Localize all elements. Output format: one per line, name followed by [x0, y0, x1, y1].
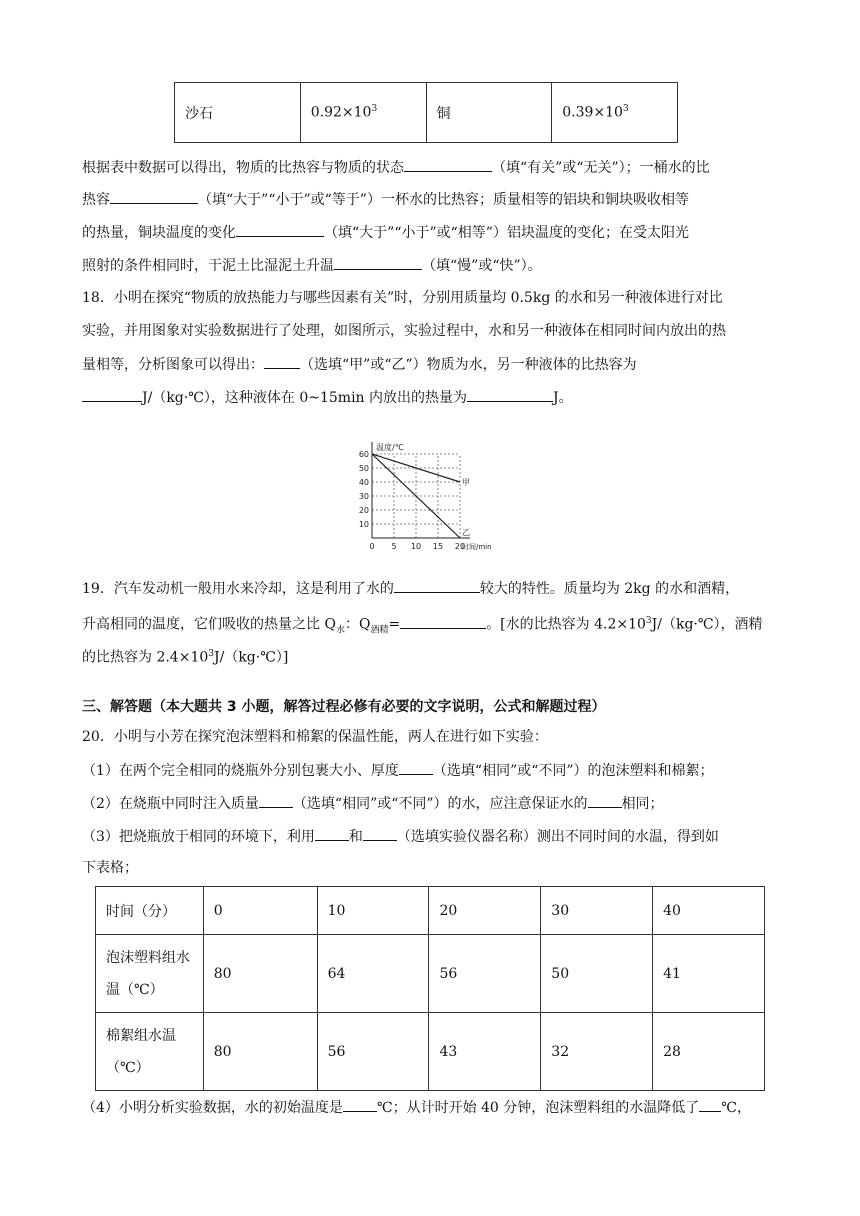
x-tick-label: 0	[369, 542, 375, 551]
section-title: 三、解答题（本大题共 3 小题，解答过程必修有必要的文字说明，公式和解题过程）	[82, 699, 606, 715]
table-cell: 40	[653, 887, 765, 935]
water-temperature-table	[95, 886, 765, 1091]
answer-blank[interactable]	[236, 222, 324, 237]
answer-blank[interactable]	[334, 255, 422, 270]
table-cell: 10	[317, 887, 429, 935]
y-axis-label: 温度/℃	[376, 443, 404, 452]
table-row	[96, 1013, 765, 1091]
q17-line: 的热量，铜块温度的变化 （填“大于”“小于”或“相等”）铝块温度的变化；在受太阳光	[82, 222, 782, 243]
q20-line: 下表格；	[82, 860, 138, 876]
answer-blank[interactable]	[110, 189, 198, 204]
answer-blank[interactable]	[82, 387, 142, 402]
q20-line: （4）小明分析实验数据，水的初始温度是 ℃；从计时开始 40 分钟，泡沫塑料组的水温降低了 ℃，	[82, 1097, 782, 1118]
table-cell: $0.92\times 10^3$	[300, 83, 426, 143]
y-tick-label: 40	[358, 478, 369, 487]
q18-line: 量相等，分析图象可以得出： （选填“甲”或“乙”）物质为水，另一种液体的比热容为	[82, 354, 782, 375]
y-tick-label: 10	[358, 520, 369, 529]
answer-blank[interactable]	[394, 578, 480, 593]
x-tick-label: 20	[454, 542, 466, 551]
q20-line: 20．小明与小芳在探究泡沫塑料和棉絮的保温性能，两人在进行如下实验：	[82, 729, 548, 745]
table-cell: 28	[653, 1013, 765, 1091]
table-cell: 80	[203, 1013, 317, 1091]
y-tick-label: 30	[358, 492, 369, 501]
q19-line: 19．汽车发动机一般用水来冷却，这是利用了水的 较大的特性。质量均为 2kg 的水和酒精，	[82, 578, 782, 599]
table-cell: 时间（分）	[96, 887, 204, 935]
answer-blank[interactable]	[363, 826, 397, 841]
table-cell: 41	[653, 935, 765, 1013]
q17-line: 热容 （填“大于”“小于”或“等于”）一杯水的比热容；质量相等的铝块和铜块吸收相等	[82, 189, 782, 210]
q17-line: 根据表中数据可以得出，物质的比热容与物质的状态 （填“有关”或“无关”）；一桶水的比	[82, 157, 782, 178]
table-cell: 56	[429, 935, 541, 1013]
table-cell: 泡沫塑料组水 温（℃）	[96, 935, 204, 1013]
table-cell: 64	[317, 935, 429, 1013]
x-tick-label: 5	[391, 542, 397, 551]
table-cell: 棉絮组水温 （℃）	[96, 1013, 204, 1091]
answer-blank[interactable]	[315, 826, 349, 841]
table-cell: 0	[203, 887, 317, 935]
table-cell: 50	[541, 935, 653, 1013]
q19-line: 升高相同的温度，它们吸收的热量之比 $Q_水$：$Q_{酒精}=$ 。[水的比热容为 $4.2\times 10^3J/(kg\cdot℃)$，酒精	[82, 611, 782, 640]
x-tick-label: 15	[432, 542, 444, 551]
table-cell: $0.39\times 10^3$	[552, 83, 678, 143]
specific-heat-table	[174, 82, 678, 143]
q20-line: （1）在两个完全相同的烧瓶外分别包裹大小、厚度 （选填“相同”或“不同”）的泡沫塑料和棉絮；	[82, 760, 782, 781]
series-label: 乙	[462, 528, 470, 537]
x-axis-label: 时间/min	[462, 543, 492, 551]
temperature-time-chart	[338, 428, 518, 556]
q18-line: J/（kg·℃），这种液体在 0~15min 内放出的热量为 J。	[82, 387, 782, 408]
y-tick-label: 60	[358, 450, 369, 459]
table-cell: 80	[203, 935, 317, 1013]
x-tick-label: 10	[410, 542, 422, 551]
answer-blank[interactable]	[699, 1097, 721, 1112]
q20-line: （3）把烧瓶放于相同的环境下，利用 和 （选填实验仪器名称）测出不同时间的水温，得到如	[82, 826, 782, 847]
answer-blank[interactable]	[404, 157, 492, 172]
answer-blank[interactable]	[264, 354, 300, 369]
answer-blank[interactable]	[399, 760, 433, 775]
answer-blank[interactable]	[467, 387, 553, 402]
answer-blank[interactable]	[259, 793, 293, 808]
table-row	[96, 935, 765, 1013]
q19-line: 的比热容为 $2.4\times 10^3J/(kg\cdot℃)$]	[82, 649, 289, 666]
table-cell: 56	[317, 1013, 429, 1091]
answer-blank[interactable]	[400, 614, 486, 629]
table-cell: 30	[541, 887, 653, 935]
table-row	[175, 83, 678, 143]
table-cell: 43	[429, 1013, 541, 1091]
q18-line: 18．小明在探究“物质的放热能力与哪些因素有关”时，分别用质量均 0.5kg 的水和另一种液体进行对比	[82, 290, 723, 306]
table-cell: 沙石	[175, 83, 301, 143]
y-tick-label: 50	[358, 464, 369, 473]
q18-line: 实验，并用图象对实验数据进行了处理，如图所示，实验过程中，水和另一种液体在相同时间内放出的热	[82, 323, 726, 339]
q20-line: （2）在烧瓶中同时注入质量 （选填“相同”或“不同”）的水，应注意保证水的 相同；	[82, 793, 782, 814]
table-row	[96, 887, 765, 935]
table-cell: 铜	[426, 83, 552, 143]
y-tick-label: 20	[358, 506, 369, 515]
answer-blank[interactable]	[343, 1097, 377, 1112]
table-cell: 20	[429, 887, 541, 935]
table-cell: 32	[541, 1013, 653, 1091]
answer-blank[interactable]	[588, 793, 622, 808]
series-label: 甲	[462, 478, 470, 487]
q17-line: 照射的条件相同时，干泥土比湿泥土升温 （填“慢”或“快”）。	[82, 255, 782, 276]
